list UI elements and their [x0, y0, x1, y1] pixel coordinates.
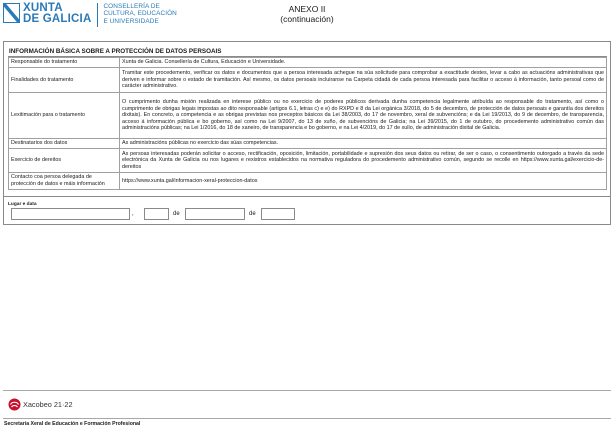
row-value: As administracións públicas no exercicio das súas competencias.: [120, 139, 607, 149]
page-header: [0, 0, 614, 34]
day-input[interactable]: [144, 208, 169, 220]
conselleria-line1: CONSELLERÍA DE: [103, 3, 160, 10]
row-value: Xunta de Galicia. Consellería de Cultura, Educación e Universidade.: [120, 58, 607, 68]
table-row: [9, 173, 607, 190]
xacobeo-icon: [8, 398, 21, 411]
xacobeo-logo: [8, 398, 73, 411]
table-row: [9, 68, 607, 93]
footer-divider-bottom: [3, 418, 611, 419]
month-input[interactable]: [185, 208, 245, 220]
footer-secretaria: Secretaría Xeral de Educación e Formación Profesional: [4, 421, 141, 427]
place-input[interactable]: [11, 208, 130, 220]
row-label: Exercicio de dereitos: [9, 149, 120, 173]
de-separator-2: de: [249, 211, 256, 217]
de-separator-1: de: [173, 211, 180, 217]
annex-heading: [0, 4, 614, 24]
logo-xunta-line2: DE GALICIA: [23, 13, 92, 25]
row-label: Contacto coa persoa delegada de protección de datos e máis información: [9, 173, 120, 190]
data-protection-title: INFORMACIÓN BÁSICA SOBRE A PROTECCIÓN DE DATOS PERSOAIS: [8, 47, 607, 57]
place-date-label: Lugar e data: [8, 202, 37, 207]
row-label: Responsable do tratamento: [9, 58, 120, 68]
year-input[interactable]: [261, 208, 295, 220]
row-value: Tramitar este procedemento, verificar os datos e documentos que a persoa interesada achegue na súa solicitude para comprobar a exactitude destes, levar a cabo as actuacións administrativas que deriven e informar sobre o estado de tramitación. Así mesmo, os datos persoais incluiranse na Carpeta cidadá de cada persoa interesada para facilitar o acceso á información, tanto persoal como de carácter administrativo.: [120, 68, 607, 93]
conselleria-line3: E UNIVERSIDADE: [103, 17, 159, 25]
annex-subtitle: (continuación): [280, 14, 334, 24]
row-value: https://www.xunta.gal/informacion-xeral-proteccion-datos: [120, 173, 607, 190]
row-label: Lexitimación para o tratamento: [9, 93, 120, 139]
data-protection-table: [8, 57, 607, 190]
logo-xunta-line1: XUNTA: [23, 2, 63, 14]
row-label: Finalidades do tratamento: [9, 68, 120, 93]
xacobeo-label: Xacobeo 21·22: [23, 400, 73, 409]
comma-separator: ,: [132, 211, 134, 217]
footer-divider-top: [3, 390, 611, 391]
table-row: [9, 139, 607, 149]
table-row: [9, 93, 607, 139]
data-protection-section: [8, 47, 607, 190]
row-label: Destinatarios dos datos: [9, 139, 120, 149]
annex-title: ANEXO II: [288, 4, 326, 14]
table-row: [9, 149, 607, 173]
row-value: As persoas interesadas poderán solicitar o acceso, rectificación, oposición, limitación, portabilidade e supresión dos seus datos ou retirar, de ser o caso, o consentimento outorgado a través da sede electrónica da Xunta de Galicia ou nos lugares e rexistros establecidos na normativa reguladora do procedemento administrativo común, segundo se recolle en https://www.xunta.gal/exercicio-de-dereitos: [120, 149, 607, 173]
table-row: [9, 58, 607, 68]
row-value: O cumprimento dunha misión realizada en interese público ou no exercicio de poderes públicos derivada dunha competencia legalmente atribuída ao responsable do tratamento, así como o cumprimento de obrigas legais impostas ao dito responsable (artigos 6.1, letras c) e e) do RXPD e 8 da Lei orgánica 3/2018, do 5 de decembro, de protección de datos persoais e garantía dos dereitos dixitais). En concreto, a competencia e as obrigas previstas nos preceptos básicos da Lei 38/2003, do 17 de novembro, xeral de subvencións; e da Lei 19/2013, do 9 de decembro, de transparencia, acceso á información pública e bo goberno, así como na Lei 9/2007, do 13 de xuño, de subvencións de Galicia; na Lei 39/2015, do 1 de outubro, do procedemento administrativo común das administracións públicas; na Lei 1/2016, do 18 de xaneiro, de transparencia e bo goberno, e na Lei 4/2019, do 17 de xullo, de administración dixital de Galicia.: [120, 93, 607, 139]
conselleria-line2: CULTURA, EDUCACIÓN: [103, 10, 177, 18]
